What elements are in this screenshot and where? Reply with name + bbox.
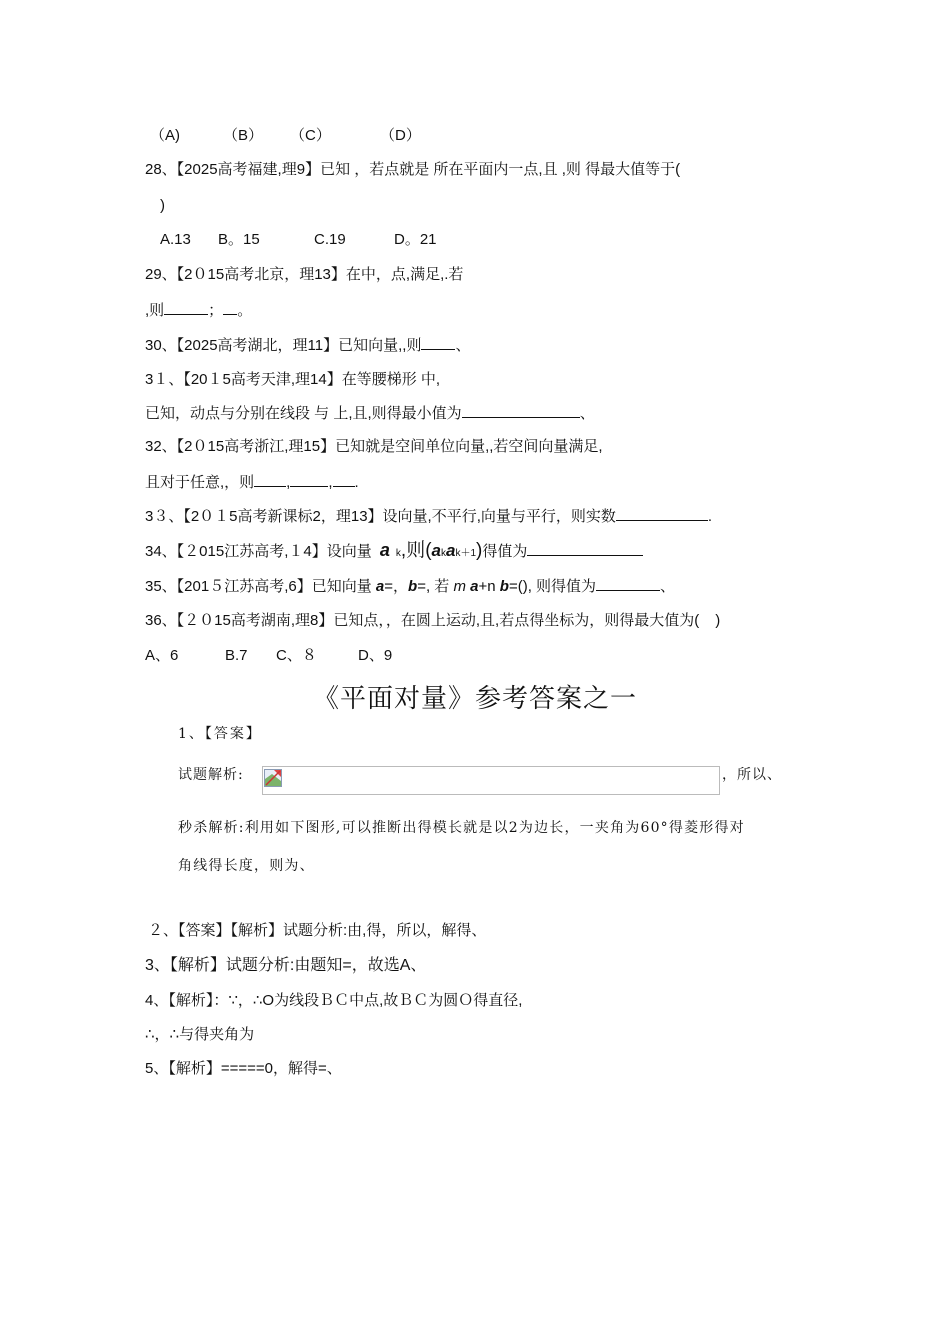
a1-formula-image-placeholder [262,766,720,795]
answer-section-title: 《平面对量》参考答案之一 [312,684,637,714]
q28-option-d: D。21 [394,231,437,248]
q35-plus: +n [478,578,496,595]
q29-line2-end: 。 [237,302,253,319]
q34-vector-a: a [379,540,390,560]
q34-vector-ak: a [431,541,441,560]
a5-line: 5、【解析】=====0，解得=、 [145,1060,342,1077]
q31-line2 [145,403,595,424]
q36-option-d: D、9 [358,647,393,664]
q32-sep-1: , [286,474,291,491]
q35-vector-a2: a [470,578,479,595]
q34-line [145,540,643,564]
q28-option-c: C.19 [314,231,346,248]
q32-blank-3 [333,472,355,487]
q36-line1 [145,611,720,631]
q34-prefix: 34、【２015江苏高考,１4】设向量 [145,543,372,560]
q35-vector-b: b [408,578,418,595]
q36-text: 36、【２０15高考湖南,理8】已知点，，在圆上运动,且,若点得坐标为，则得最大值为( [145,612,700,629]
q31-line1: 3１、【20１5高考天津,理14】在等腰梯形 中, [145,371,441,388]
q35-m: m [453,578,466,595]
q32-text: 且对于任意,，则 [145,474,255,491]
a1-analysis-label: 试题解析: [178,767,244,783]
q29-line1: 29、【2０15高考北京，理13】在中，点,满足,.若 [145,266,464,283]
q33-blank [616,506,708,521]
q30-end: 、 [455,337,471,354]
a1-after-box: ，所以、 [722,767,782,783]
q31-blank [462,403,580,418]
q35-blank [596,576,660,591]
q27-option-b: （B） [223,127,264,144]
q30-blank [421,335,455,350]
a4-line1: 4、【解析】：∵，∴O为线段ＢＣ中点,故ＢＣ为圆Ｏ得直径, [145,992,523,1009]
q31-text: 已知，动点与分别在线段 与 上,且,则得最小值为 [145,405,462,422]
q36-close: ) [715,612,721,629]
q32-blank-1 [254,472,286,487]
broken-image-icon [264,769,282,787]
q33-end: . [707,508,713,525]
a1-head: 1、【答案】 [178,726,262,742]
q29-blank-2 [223,300,237,315]
q28-option-b: B。15 [218,231,260,248]
q36-option-b: B.7 [225,647,248,664]
q35-rest: =(), 则得值为 [508,578,597,595]
q35-vector-b2: b [499,578,509,595]
a4-line2: ∴，∴与得夹角为 [145,1026,255,1043]
q27-option-a: （A) [150,127,181,144]
q29-line2-prefix: ,则 [145,302,165,319]
q35-eq2: =, 若 [417,578,450,595]
q35-eq1: =， [384,578,409,595]
q28-line2: ) [160,197,165,214]
q30-line [145,335,470,356]
q36-option-a: A、6 [145,647,179,664]
q34-close: ) [476,540,483,561]
q36-option-c: C、８ [276,647,317,664]
q32-end: . [354,474,359,491]
a1-quick-line2: 角线得长度，则为、 [178,858,315,874]
q34-sub-k: k [395,548,401,559]
q29-line2-mid: ； [208,302,224,319]
q32-sep-2: , [328,474,333,491]
q27-option-c: （C） [290,127,331,144]
a1-quick-line1: 秒杀解析:利用如下图形,可以推断出得模长就是以2为边长，一夹角为60°得菱形得对 [178,820,745,836]
a2-line: ２、【答案】【解析】试题分析:由,得，所以，解得、 [148,922,487,939]
q28-line1: 28、【2025高考福建,理9】已知 ，若点就是 所在平面内一点,且 ,则 得最大值等于( [145,161,681,178]
q35-end: 、 [660,578,676,595]
q34-sub-k1: k＋1 [455,548,477,559]
q32-blank-2 [290,472,328,487]
q27-option-d: （D） [380,127,421,144]
q32-line2 [145,472,359,493]
q32-line1: 32、【2０15高考浙江,理15】已知就是空间单位向量,,若空间向量满足, [145,438,603,455]
q34-blank [527,541,643,556]
q34-sub-k2: k [441,548,446,559]
q34-suffix: 得值为 [482,543,528,560]
a3-line: 3、【解析】试题分析:由题知=，故选A、 [145,957,427,974]
q28-option-a: A.13 [160,231,191,248]
q29-line2 [145,300,252,321]
q35-prefix: 35、【201５江苏高考,6】已知向量 [145,578,372,595]
q30-text: 30、【2025高考湖北，理11】已知向量,,则 [145,337,422,354]
q33-line [145,506,712,527]
q34-vector-ak1: a [446,541,456,560]
q33-text: 3３、【2０１5高考新课标2，理13】设向量,不平行,向量与平行，则实数 [145,508,616,525]
q35-line [145,576,675,597]
q29-blank-1 [164,300,208,315]
q31-end: 、 [579,405,595,422]
q35-vector-a: a [375,578,385,595]
q34-mid: ,则( [400,540,432,561]
